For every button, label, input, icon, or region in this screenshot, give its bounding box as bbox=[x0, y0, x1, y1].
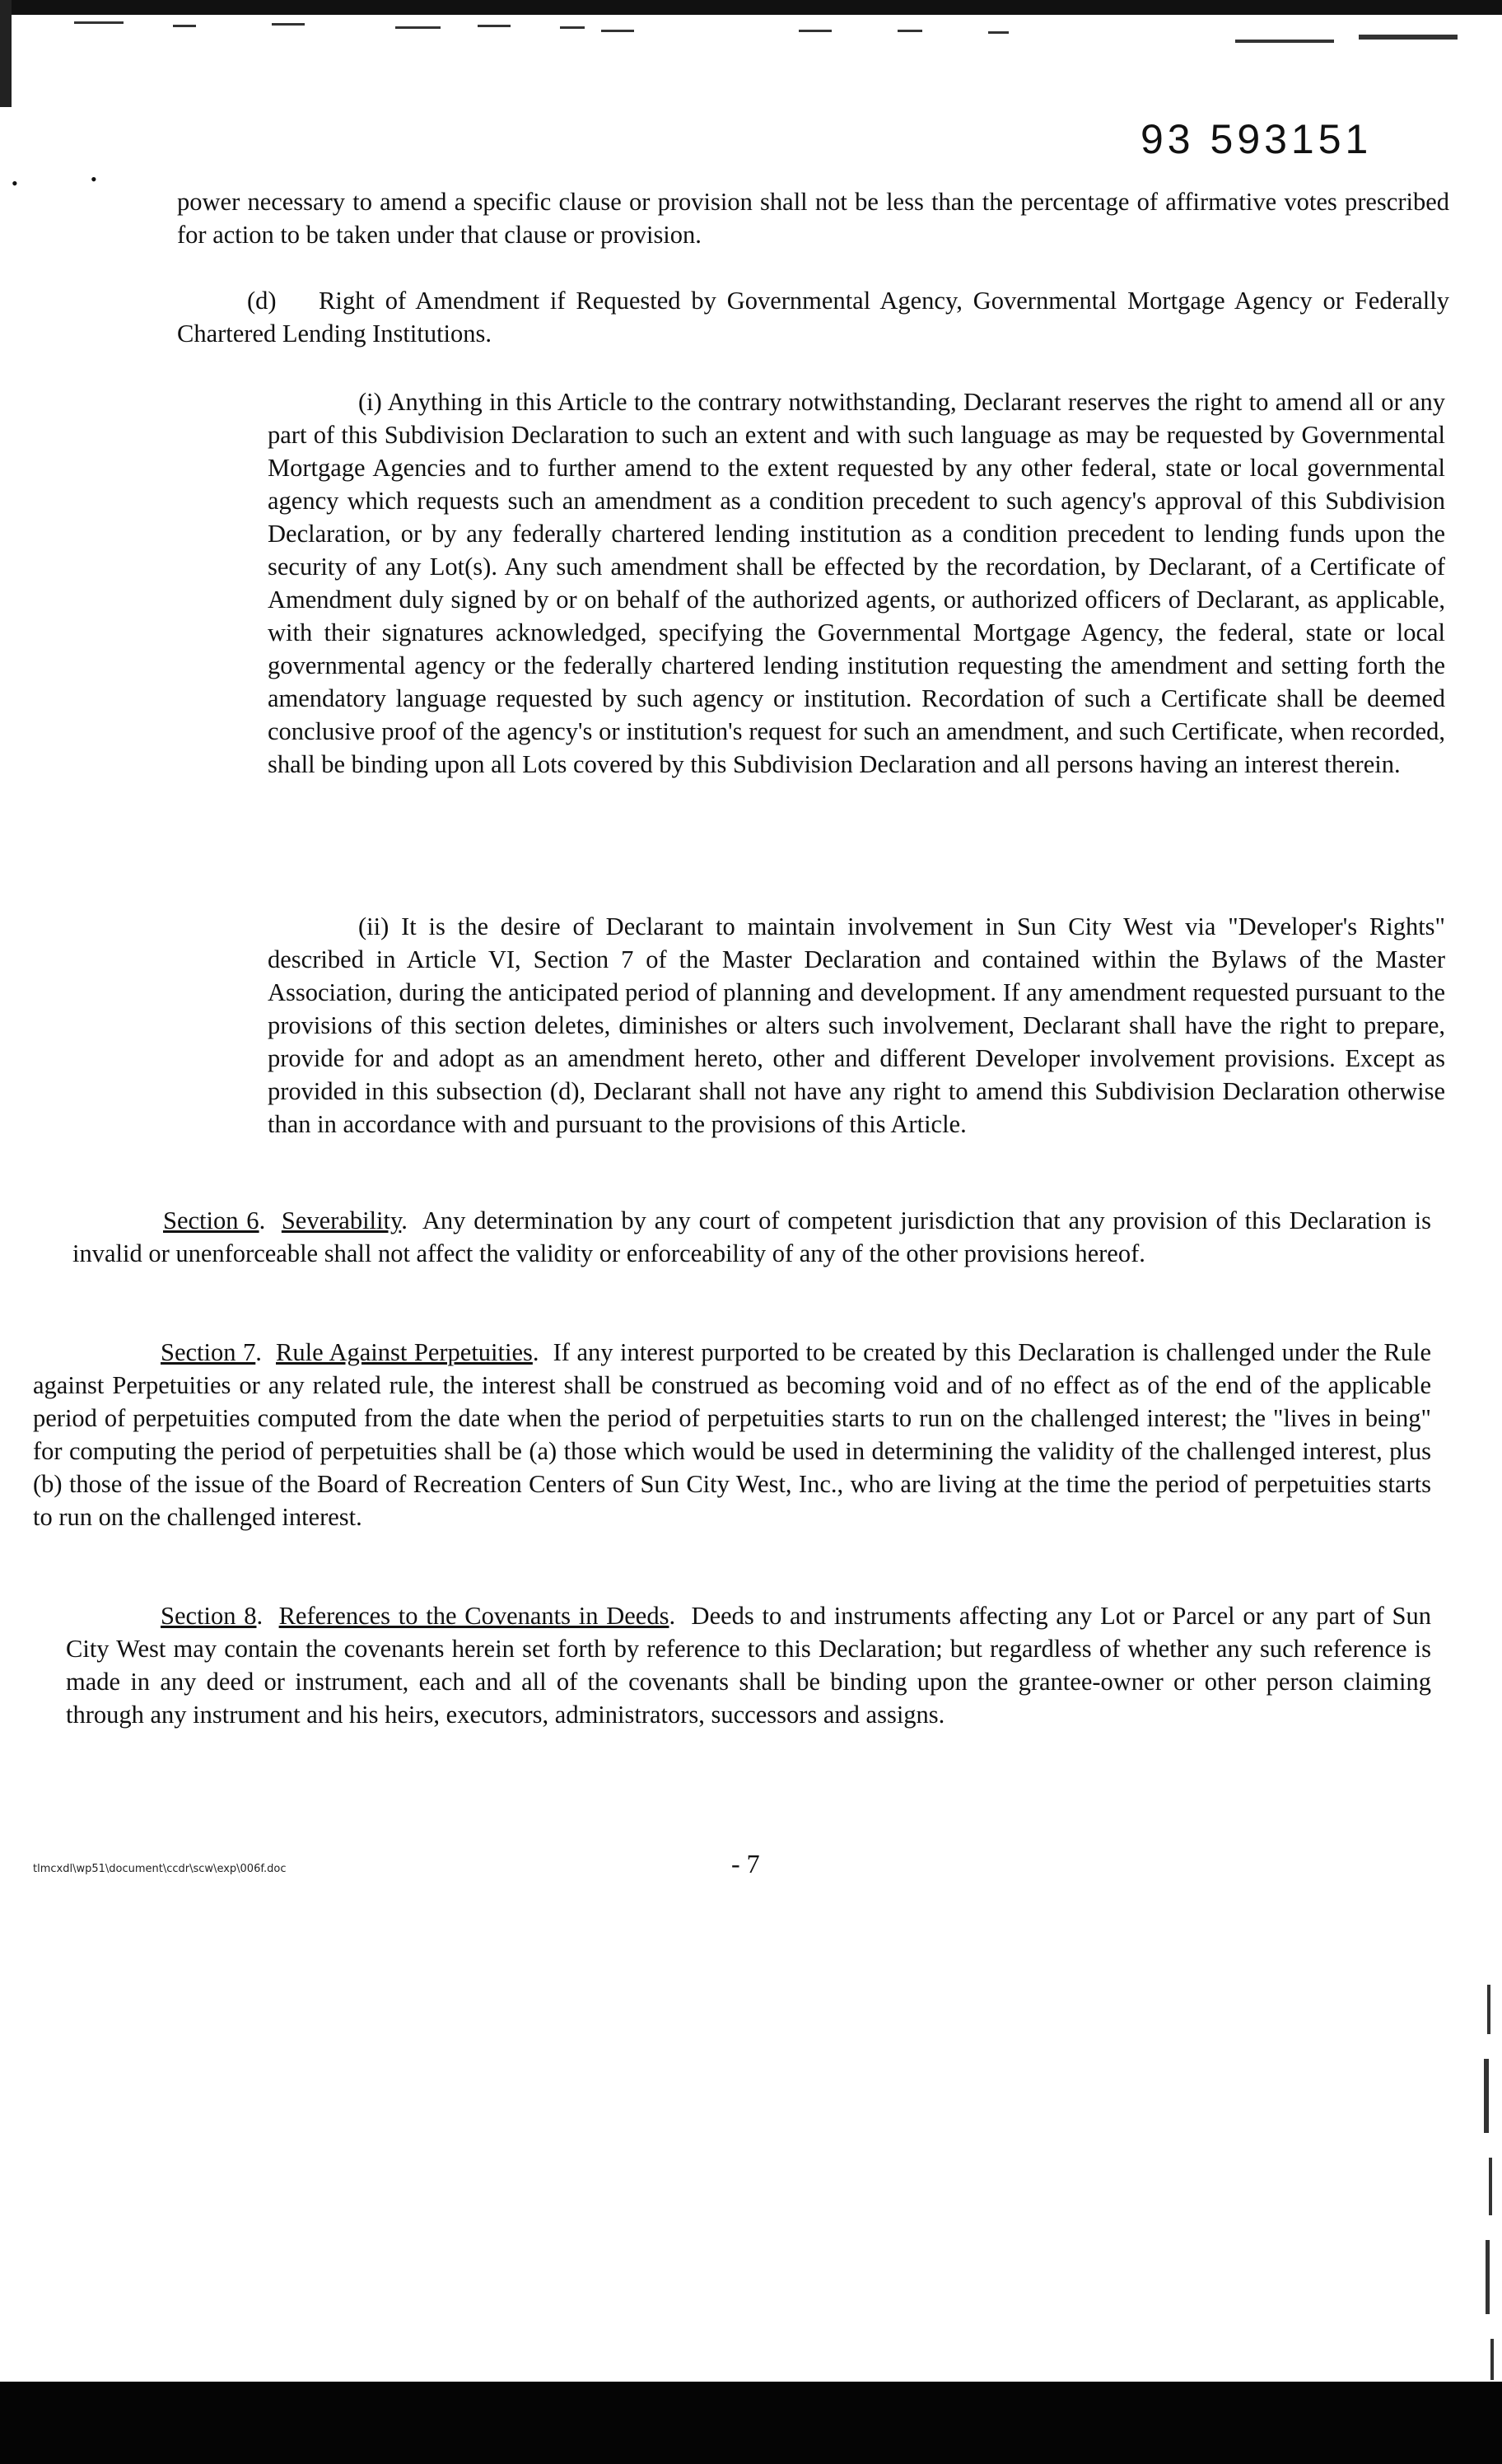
scan-noise-right bbox=[1469, 1968, 1502, 2396]
subsection-d-title: Right of Amendment if Requested by Governmental Agency, Governmental Mortgage Agency or Federally Chartered Lending Institutions. bbox=[177, 287, 1449, 348]
section-6-label: Section 6 bbox=[163, 1206, 259, 1234]
section-6-title: Severability bbox=[281, 1206, 402, 1234]
paragraph-i: (i) Anything in this Article to the contrary notwithstanding, Declarant reserves the right to amend all or any part of this Subdivision Declaration to such an extent and with such language as may be requested by Governmental Mortgage Agencies and to further amend to the extent requested by any other federal, state or local governmental agency which requests such an amendment as a condition precedent to such agency's approval of this Subdivision Declaration, or by any federally chartered lending institution as a condition precedent to lending funds upon the security of any Lot(s). Any such amendment shall be effected by the recordation, by Declarant, of a Certificate of Amendment duly signed by or on behalf of the authorized agents, or authorized officers of Declarant, as applicable, with their signatures acknowledged, specifying the Governmental Mortgage Agency, the federal, state or local governmental agency or the federally chartered lending institution requesting the amendment and setting forth the amendatory language requested by such agency or institution. Recordation of such a Certificate shall be deemed conclusive proof of the agency's or institution's request for such an amendment, and such Certificate, when recorded, shall be binding upon all Lots covered by this Subdivision Declaration and all persons having an interest therein. bbox=[268, 388, 1445, 778]
section-7-label: Section 7 bbox=[161, 1338, 256, 1366]
scan-border-bottom bbox=[0, 2382, 1502, 2464]
section-7: Section 7. Rule Against Perpetuities. If any interest purported to be created by this Declaration is challenged under the Rule against Perpetuities or any related rule, the interest shall be construed as becoming void and of no effect as of the end of the applicable period of perpetuities computed from the date when the period of perpetuities starts to run on the challenged interest; the "lives in being" for computing the period of perpetuities shall be (a) those which would be used in determining the validity of the challenged interest, plus (b) those of the issue of the Board of Recreation Centers of Sun City West, Inc., who are living at the time the period of perpetuities starts to run on the challenged interest. bbox=[33, 1338, 1432, 1531]
paragraph-continuation: power necessary to amend a specific clause or provision shall not be less than the percentage of affirmative votes prescribed for action to be taken under that clause or provision. bbox=[177, 188, 1449, 249]
section-8-title: References to the Covenants in Deeds bbox=[278, 1602, 669, 1630]
subsection-d-label: (d) bbox=[247, 287, 277, 315]
scan-dot: • bbox=[91, 169, 97, 189]
section-8-text: Deeds to and instruments affecting any Lot or Parcel or any part of Sun City West may contain the covenants herein set forth by reference to this Declaration; but regardless of whether any such reference is made in any deed or instrument, each and all of the covenants shall be binding upon the grantee-owner or other person claiming through any instrument and his heirs, executors, administrators, successors and assigns. bbox=[66, 1602, 1432, 1729]
section-6: Section 6. Severability. Any determination by any court of competent jurisdiction that any provision of this Declaration is invalid or unenforceable shall not affect the validity or enforceability of any of the other provisions hereof. bbox=[72, 1206, 1431, 1267]
section-8: Section 8. References to the Covenants in Deeds. Deeds to and instruments affecting any Lot or Parcel or any part of Sun City West may contain the covenants herein set forth by reference to this Declaration; but regardless of whether any such reference is made in any deed or instrument, each and all of the covenants shall be binding upon the grantee-owner or other person claiming through any instrument and his heirs, executors, administrators, successors and assigns. bbox=[66, 1602, 1432, 1729]
scan-border-top bbox=[0, 0, 1502, 15]
paragraph-ii: (ii) It is the desire of Declarant to maintain involvement in Sun City West via "Developer's Rights" described in Article VI, Section 7 of the Master Declaration and contained within the Bylaws of the Master Association, during the anticipated period of planning and development. If any amendment requested pursuant to the provisions of this section deletes, diminishes or alters such involvement, Declarant shall have the right to prepare, provide for and adopt as an amendment hereto, other and different Developer involvement provisions. Except as provided in this subsection (d), Declarant shall not have any right to amend this Subdivision Declaration otherwise than in accordance with and pursuant to the provisions of this Article. bbox=[268, 912, 1445, 1138]
section-8-label: Section 8 bbox=[161, 1602, 257, 1630]
document-number: 93 593151 bbox=[1140, 116, 1373, 162]
section-6-text: Any determination by any court of competent jurisdiction that any provision of this Declaration is invalid or unenforceable shall not affect the validity or enforceability of any of the other provisions hereof. bbox=[72, 1206, 1431, 1267]
footer-file-path: tlmcxdl\wp51\document\ccdr\scw\exp\006f.doc bbox=[33, 1863, 287, 1875]
page-number: - 7 bbox=[731, 1849, 760, 1878]
section-7-title: Rule Against Perpetuities bbox=[276, 1338, 533, 1366]
scan-border-left bbox=[0, 0, 12, 107]
paragraph-d-heading bbox=[177, 284, 1449, 350]
scan-noise-top bbox=[0, 15, 1502, 56]
section-7-text: If any interest purported to be created by this Declaration is challenged under the Rule against Perpetuities or any related rule, the interest shall be construed as becoming void and of no effect as of the end of the applicable period of perpetuities computed from the date when the period of perpetuities starts to run on the challenged interest; the "lives in being" for computing the period of perpetuities shall be (a) those which would be used in determining the validity of the challenged interest, plus (b) those of the issue of the Board of Recreation Centers of Sun City West, Inc., who are living at the time the period of perpetuities starts to run on the challenged interest. bbox=[33, 1338, 1432, 1531]
scan-dot: • bbox=[12, 173, 18, 194]
